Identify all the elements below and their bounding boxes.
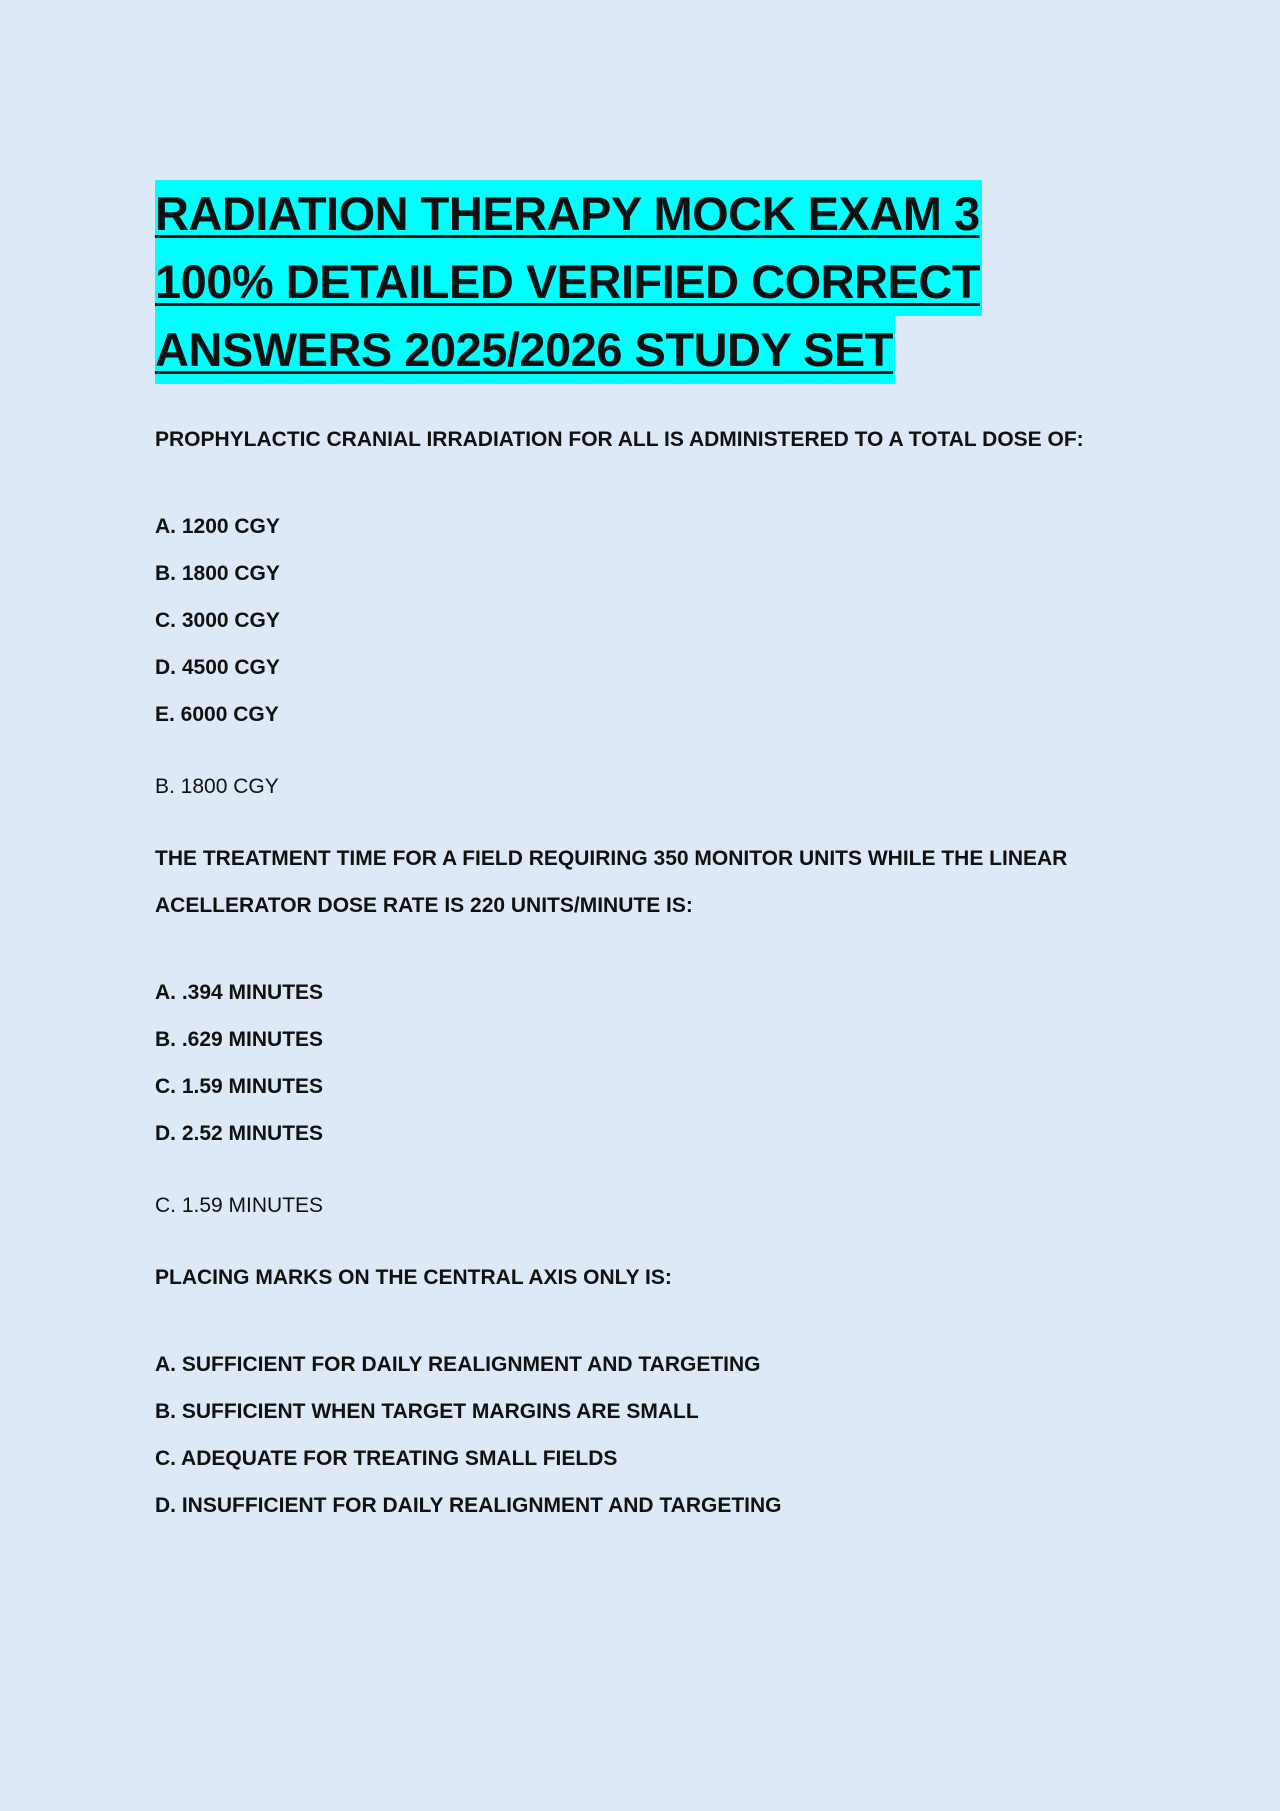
answer-text: B. 1800 CGY xyxy=(155,775,279,798)
option-item: B. 1800 CGY xyxy=(155,562,280,585)
question-block xyxy=(155,835,1160,1229)
option-item: D. 4500 CGY xyxy=(155,656,280,679)
option-item: B. SUFFICIENT WHEN TARGET MARGINS ARE SMALL xyxy=(155,1400,699,1423)
question-text: THE TREATMENT TIME FOR A FIELD REQUIRING 350 MONITOR UNITS WHILE THE LINEAR ACELLERATOR DOSE RATE IS 220 UNITS/MINUTE IS: xyxy=(155,847,1068,917)
question-block xyxy=(155,416,1160,810)
title-line: RADIATION THERAPY MOCK EXAM 3 xyxy=(155,180,982,248)
title-line: 100% DETAILED VERIFIED CORRECT xyxy=(155,248,982,316)
title-line: ANSWERS 2025/2026 STUDY SET xyxy=(155,316,895,384)
option-item: C. 1.59 MINUTES xyxy=(155,1075,324,1098)
option-item: B. .629 MINUTES xyxy=(155,1028,324,1051)
option-list xyxy=(155,969,1160,1157)
option-item: A. 1200 CGY xyxy=(155,515,280,538)
option-item: A. SUFFICIENT FOR DAILY REALIGNMENT AND TARGETING xyxy=(155,1353,761,1376)
option-list xyxy=(155,503,1160,738)
option-item: E. 6000 CGY xyxy=(155,703,279,726)
question-text: PLACING MARKS ON THE CENTRAL AXIS ONLY IS: xyxy=(155,1266,672,1289)
option-item: D. INSUFFICIENT FOR DAILY REALIGNMENT AND TARGETING xyxy=(155,1494,782,1517)
option-item: C. ADEQUATE FOR TREATING SMALL FIELDS xyxy=(155,1447,618,1470)
option-item: C. 3000 CGY xyxy=(155,609,280,632)
document-title xyxy=(155,180,1160,384)
question-block xyxy=(155,1254,1160,1529)
question-text: PROPHYLACTIC CRANIAL IRRADIATION FOR ALL IS ADMINISTERED TO A TOTAL DOSE OF: xyxy=(155,428,1084,451)
option-list xyxy=(155,1341,1160,1529)
option-item: A. .394 MINUTES xyxy=(155,981,324,1004)
answer-text: C. 1.59 MINUTES xyxy=(155,1194,324,1217)
option-item: D. 2.52 MINUTES xyxy=(155,1122,324,1145)
